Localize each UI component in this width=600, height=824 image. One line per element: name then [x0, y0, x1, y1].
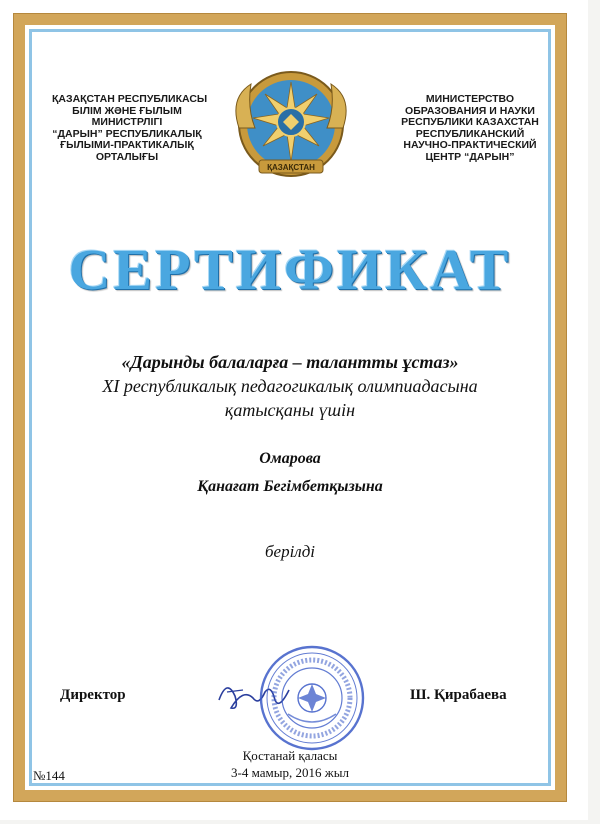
header-right-line: РЕСПУБЛИКАНСКИЙ [415, 127, 525, 140]
olympiad-text: XI республикалық педагогикалық олимпиадасына [102, 376, 478, 396]
recipient-full-name: Қанағат Бегімбетқызына [197, 478, 383, 495]
header-left-line: ҒЫЛЫМИ-ПРАКТИКАЛЫҚ [60, 139, 194, 151]
header-right-russian [395, 94, 545, 163]
header-right-line: ЦЕНТР “ДАРЫН” [425, 150, 515, 163]
director-name: Ш. Қирабаева [410, 687, 507, 703]
header-right-line: МИНИСТЕРСТВО [425, 93, 515, 105]
header-left-line: ҚАЗАҚСТАН РЕСПУБЛИКАСЫ [52, 93, 208, 105]
header-left-line: “ДАРЫН” РЕСПУБЛИКАЛЫҚ [52, 127, 202, 140]
given-text: берілді [264, 542, 316, 561]
certificate-title: СЕРТИФИКАТ [68, 237, 512, 302]
emblem-label: ҚАЗАҚСТАН [267, 163, 315, 172]
participation-reason: қатысқаны үшін [224, 400, 356, 420]
official-stamp-icon [258, 644, 366, 752]
issue-date: 3-4 мамыр, 2016 жыл [231, 765, 349, 780]
header-left-line: МИНИСТРЛІГІ [91, 116, 163, 128]
certificate-number: №144 [33, 768, 65, 783]
header-right-line: ОБРАЗОВАНИЯ И НАУКИ [405, 104, 535, 117]
header-left-line: БІЛІМ ЖӘНЕ ҒЫЛЫМ [72, 104, 182, 117]
issue-city: Қостанай қаласы [242, 748, 338, 763]
header-right-line: РЕСПУБЛИКИ КАЗАХСТАН [401, 116, 539, 128]
state-emblem-icon [221, 68, 361, 188]
award-name: «Дарынды балаларға – талантты ұстаз» [121, 352, 459, 372]
header-left-line: ОРТАЛЫҒЫ [95, 150, 159, 163]
recipient-surname: Омарова [259, 450, 321, 467]
header-right-line: НАУЧНО-ПРАКТИЧЕСКИЙ [403, 139, 537, 151]
header-left-kazakh [52, 93, 208, 163]
director-label: Директор [60, 687, 126, 703]
